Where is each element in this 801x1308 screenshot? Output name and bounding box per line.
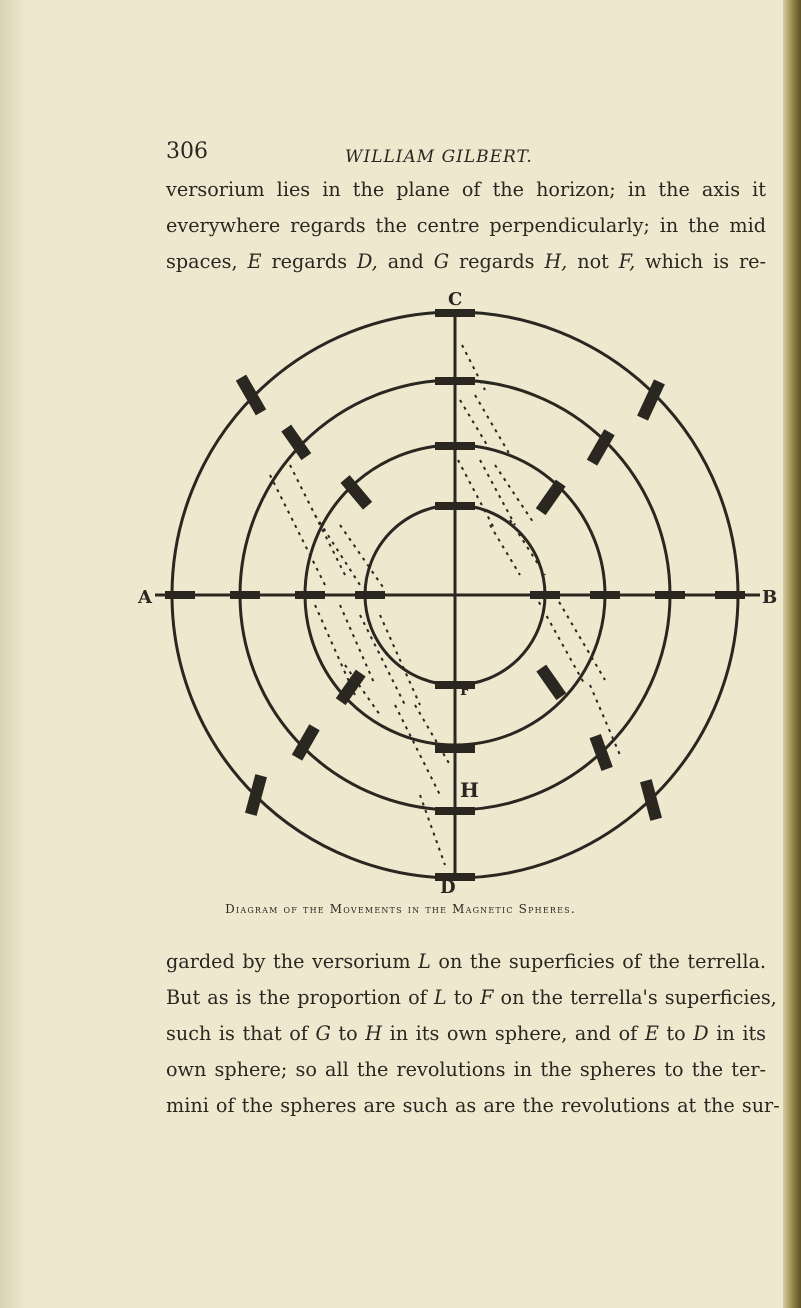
arrow-marker (435, 745, 475, 753)
diagonal-line (490, 525, 520, 575)
label-h: H (460, 778, 479, 802)
label-d: D (440, 877, 456, 898)
arrow-marker (295, 591, 325, 599)
arrow-marker (435, 442, 475, 450)
arrow-marker (536, 480, 566, 516)
page-gutter-shadow (0, 0, 26, 1308)
arrow-marker (435, 377, 475, 385)
text-line: garded by the versorium L on the superficies of the terrella. (166, 950, 766, 973)
arrow-marker (292, 724, 320, 760)
text-line: such is that of G to H in its own sphere, and of E to D in its (166, 1022, 767, 1045)
text-line: everywhere regards the centre perpendicularly; in the mid (166, 214, 766, 237)
text-line: mini of the spheres are such as are the revolutions at the sur- (166, 1094, 780, 1117)
diagonal-line (380, 615, 420, 705)
label-c: C (448, 289, 463, 310)
arrow-marker (536, 665, 566, 701)
arrow-marker (336, 670, 366, 706)
label-b: B (762, 587, 778, 608)
arrow-marker (435, 807, 475, 815)
arrow-marker (590, 591, 620, 599)
text-line: versorium lies in the plane of the horizon; in the axis it (166, 178, 766, 201)
arrow-marker (230, 591, 260, 599)
running-title: WILLIAM GILBERT. (345, 147, 533, 167)
arrow-marker (640, 779, 662, 821)
arrow-marker (530, 591, 560, 599)
text-line: But as is the proportion of L to F on the terrella's superficies, (166, 986, 777, 1009)
label-a: A (138, 587, 152, 608)
arrow-marker (435, 309, 475, 317)
diagonal-line (420, 795, 445, 865)
arrow-marker (715, 591, 745, 599)
diagonal-line (270, 475, 325, 585)
arrow-marker (355, 591, 385, 599)
arrow-marker (590, 734, 613, 771)
arrow-marker (165, 591, 195, 599)
diagonal-line (395, 705, 440, 795)
diagonal-line (340, 525, 385, 590)
diagonal-line (458, 460, 495, 530)
page-number: 306 (166, 139, 208, 164)
paragraph-bottom (166, 944, 780, 1124)
figure-caption: Diagram of the Movements in the Magnetic Spheres. (225, 902, 576, 916)
diagonal-line (290, 465, 345, 575)
paragraph-top (166, 172, 766, 280)
arrow-marker (245, 774, 267, 816)
arrow-marker (655, 591, 685, 599)
text-line: own sphere; so all the revolutions in the spheres to the ter- (166, 1058, 766, 1081)
text-line: spaces, E regards D, and G regards H, not F, which is re- (166, 250, 766, 273)
arrow-marker (281, 425, 311, 461)
arrow-marker (435, 502, 475, 510)
diagonal-line (360, 615, 405, 705)
magnetic-spheres-diagram (138, 285, 790, 905)
label-f: F (460, 683, 470, 699)
